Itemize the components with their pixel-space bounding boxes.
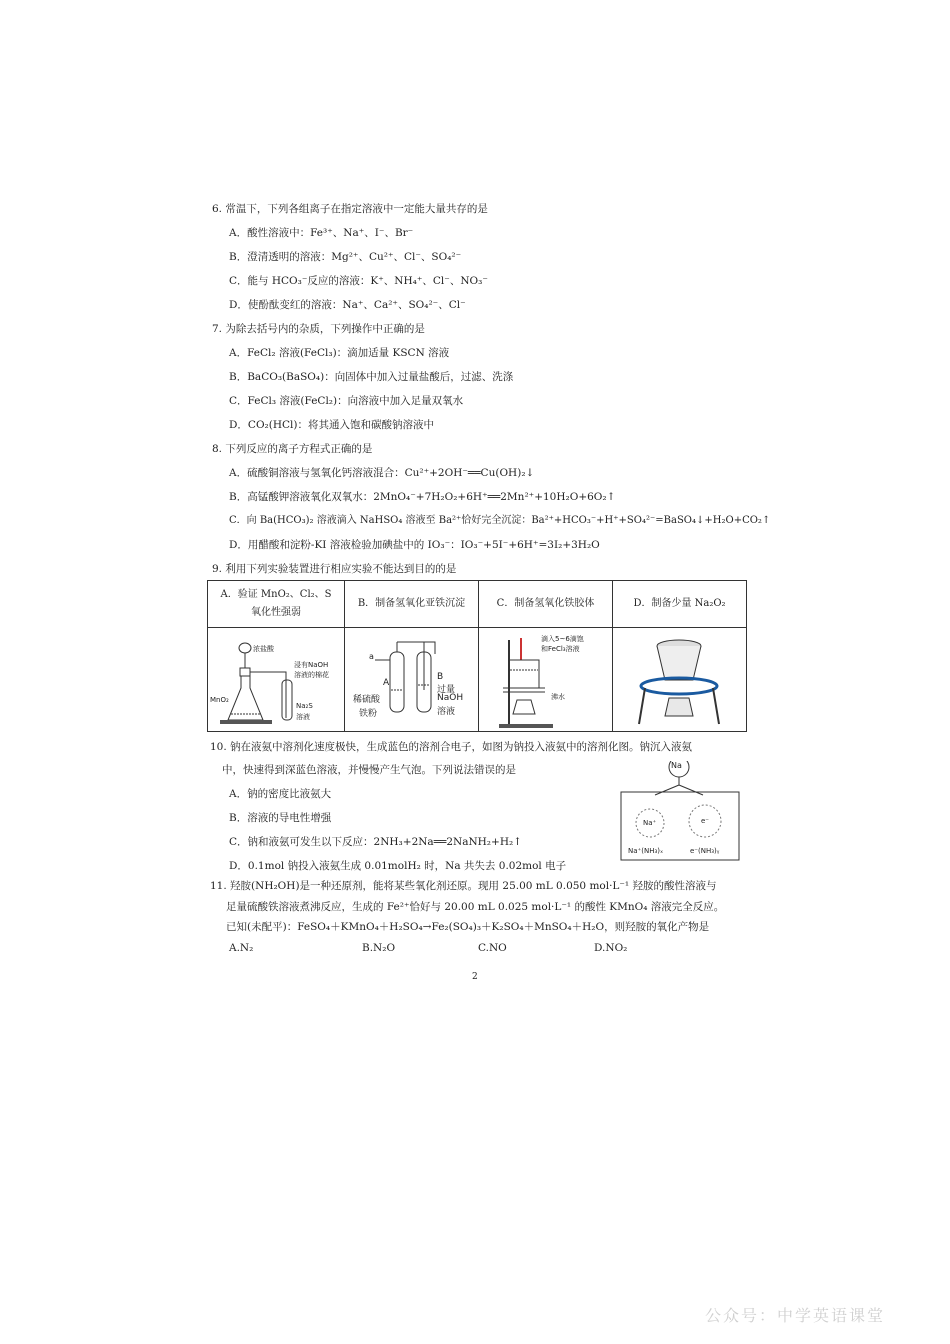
- q11-option-a: A.N₂: [229, 942, 254, 954]
- q9-figure-c: [479, 628, 613, 732]
- fig-c-water-label: 沸水: [551, 692, 565, 701]
- q6-stem: 6. 常温下，下列各组离子在指定溶液中一定能大量共存的是: [212, 203, 488, 215]
- fig-b-naoh-label: NaOH: [437, 692, 464, 703]
- q10-fig-right-center: e⁻: [701, 817, 710, 825]
- q9-figure-a: [208, 628, 345, 732]
- q7-option-b: B．BaCO₃(BaSO₄)：向固体中加入过量盐酸后，过滤、洗涤: [229, 371, 514, 383]
- fig-b-tube-a-label: A: [383, 677, 390, 688]
- fig-b-a-label: a: [369, 651, 374, 661]
- fig-b-acid-label: 稀硫酸: [353, 694, 381, 705]
- q9-header-a-line2: 氧化性强弱: [251, 607, 301, 618]
- solvation-diagram-icon: [620, 761, 740, 861]
- q6-option-b: B．澄清透明的溶液：Mg²⁺、Cu²⁺、Cl⁻、SO₄²⁻: [229, 251, 462, 263]
- q9-header-c: C．制备氢氧化铁胶体: [479, 581, 613, 628]
- q10-stem-1: 10. 钠在液氨中溶剂化速度极快，生成蓝色的溶剂合电子，如图为钠投入液氨中的溶剂化图。钠沉入液氨: [210, 741, 693, 753]
- fig-b-solution-label: 溶液: [437, 706, 456, 717]
- q11-stem-3: 已知(未配平)：FeSO₄＋KMnO₄＋H₂SO₄→Fe₂(SO₄)₃＋K₂SO₄＋MnSO₄＋H₂O，则羟胺的氧化产物是: [226, 921, 710, 933]
- q8-option-a: A．硫酸铜溶液与氢氧化钙溶液混合：Cu²⁺+2OH⁻══Cu(OH)₂↓: [229, 467, 535, 479]
- q6-option-a: A．酸性溶液中：Fe³⁺、Na⁺、I⁻、Br⁻: [229, 227, 414, 239]
- fig-b-tube-b-label: B: [437, 671, 444, 682]
- q7-stem: 7. 为除去括号内的杂质，下列操作中正确的是: [212, 323, 425, 335]
- q10-fig-right-caption: e⁻(NH₃)ᵧ: [690, 847, 720, 855]
- q11-option-b: B.N₂O: [362, 942, 396, 954]
- q10-option-c: C．钠和液氨可发生以下反应：2NH₃+2Na══2NaNH₂+H₂↑: [229, 836, 522, 848]
- q10-option-a: A．钠的密度比液氨大: [229, 788, 332, 800]
- fig-a-mno2-label: MnO₂: [210, 695, 229, 704]
- fig-b-iron-label: 铁粉: [359, 708, 378, 719]
- q9-experiment-table: [207, 580, 747, 732]
- q8-option-c: C．向 Ba(HCO₃)₂ 溶液滴入 NaHSO₄ 溶液至 Ba²⁺恰好完全沉淀：Ba²⁺+HCO₃⁻+H⁺+SO₄²⁻=BaSO₄↓+H₂O+CO₂↑: [229, 515, 771, 526]
- q9-header-a: [208, 581, 345, 628]
- fig-c-drop-label-2: 和FeCl₃溶液: [541, 644, 580, 653]
- fig-c-drop-label-1: 滴入5~6滴饱: [541, 634, 584, 643]
- q11-stem-2: 足量硫酸铁溶液煮沸反应，生成的 Fe²⁺恰好与 20.00 mL 0.025 mol·L⁻¹ 的酸性 KMnO₄ 溶液完全反应。: [226, 901, 725, 913]
- fig-b-excess-label: 过量: [437, 684, 456, 695]
- flask-apparatus-icon: [208, 630, 344, 730]
- q9-stem: 9. 利用下列实验装置进行相应实验不能达到目的的是: [212, 563, 457, 575]
- fig-a-na2s-label-2: 溶液: [296, 712, 310, 721]
- q10-stem-2: 中，快速得到深蓝色溶液，并慢慢产生气泡。下列说法错误的是: [222, 764, 516, 776]
- q10-fig-left-center: Na⁺: [643, 819, 657, 827]
- q8-stem: 8. 下列反应的离子方程式正确的是: [212, 443, 373, 455]
- q9-header-a-line1: A．验证 MnO₂、Cl₂、S: [220, 589, 332, 600]
- q9-figure-d: [613, 628, 747, 732]
- q6-option-c: C．能与 HCO₃⁻反应的溶液：K⁺、NH₄⁺、Cl⁻、NO₃⁻: [229, 275, 488, 287]
- q11-stem-1: 11. 羟胺(NH₂OH)是一种还原剂，能将某些氧化剂还原。现用 25.00 mL 0.050 mol·L⁻¹ 羟胺的酸性溶液与: [210, 880, 717, 892]
- q11-option-d: D.NO₂: [594, 942, 628, 954]
- q10-solvation-figure: [620, 761, 740, 861]
- q9-figure-b: [345, 628, 479, 732]
- fig-a-na2s-label-1: Na₂S: [296, 701, 313, 710]
- q7-option-c: C．FeCl₃ 溶液(FeCl₂)：向溶液中加入足量双氧水: [229, 395, 464, 407]
- page-number: 2: [472, 972, 478, 982]
- fig-a-acid-label: 浓盐酸: [253, 644, 274, 653]
- watermark: 公众号：中学英语课堂: [705, 1306, 886, 1325]
- q10-option-b: B．溶液的导电性增强: [229, 812, 332, 824]
- q9-header-b: B．制备氢氧化亚铁沉淀: [345, 581, 479, 628]
- q9-header-d: D．制备少量 Na₂O₂: [613, 581, 747, 628]
- crucible-heating-icon: [613, 628, 746, 728]
- q7-option-a: A．FeCl₂ 溶液(FeCl₃)：滴加适量 KSCN 溶液: [229, 347, 450, 359]
- q10-option-d: D．0.1mol 钠投入液氨生成 0.01molH₂ 时，Na 共失去 0.02mol 电子: [229, 860, 567, 872]
- q10-fig-left-caption: Na⁺(NH₃)ₓ: [628, 847, 664, 855]
- fig-a-cotton-label-1: 浸有NaOH: [294, 660, 329, 669]
- q6-option-d: D．使酚酞变红的溶液：Na⁺、Ca²⁺、SO₄²⁻、Cl⁻: [229, 299, 466, 311]
- q7-option-d: D．CO₂(HCl)：将其通入饱和碳酸钠溶液中: [229, 419, 435, 431]
- q11-option-c: C.NO: [478, 942, 507, 954]
- fig-a-cotton-label-2: 溶液的棉花: [294, 670, 329, 679]
- q10-fig-top-label: Na: [671, 761, 682, 770]
- q8-option-b: B．高锰酸钾溶液氧化双氧水：2MnO₄⁻+7H₂O₂+6H⁺══2Mn²⁺+10H₂O+6O₂↑: [229, 491, 616, 503]
- q8-option-d: D．用醋酸和淀粉-KI 溶液检验加碘盐中的 IO₃⁻：IO₃⁻+5I⁻+6H⁺=3I₂+3H₂O: [229, 539, 600, 551]
